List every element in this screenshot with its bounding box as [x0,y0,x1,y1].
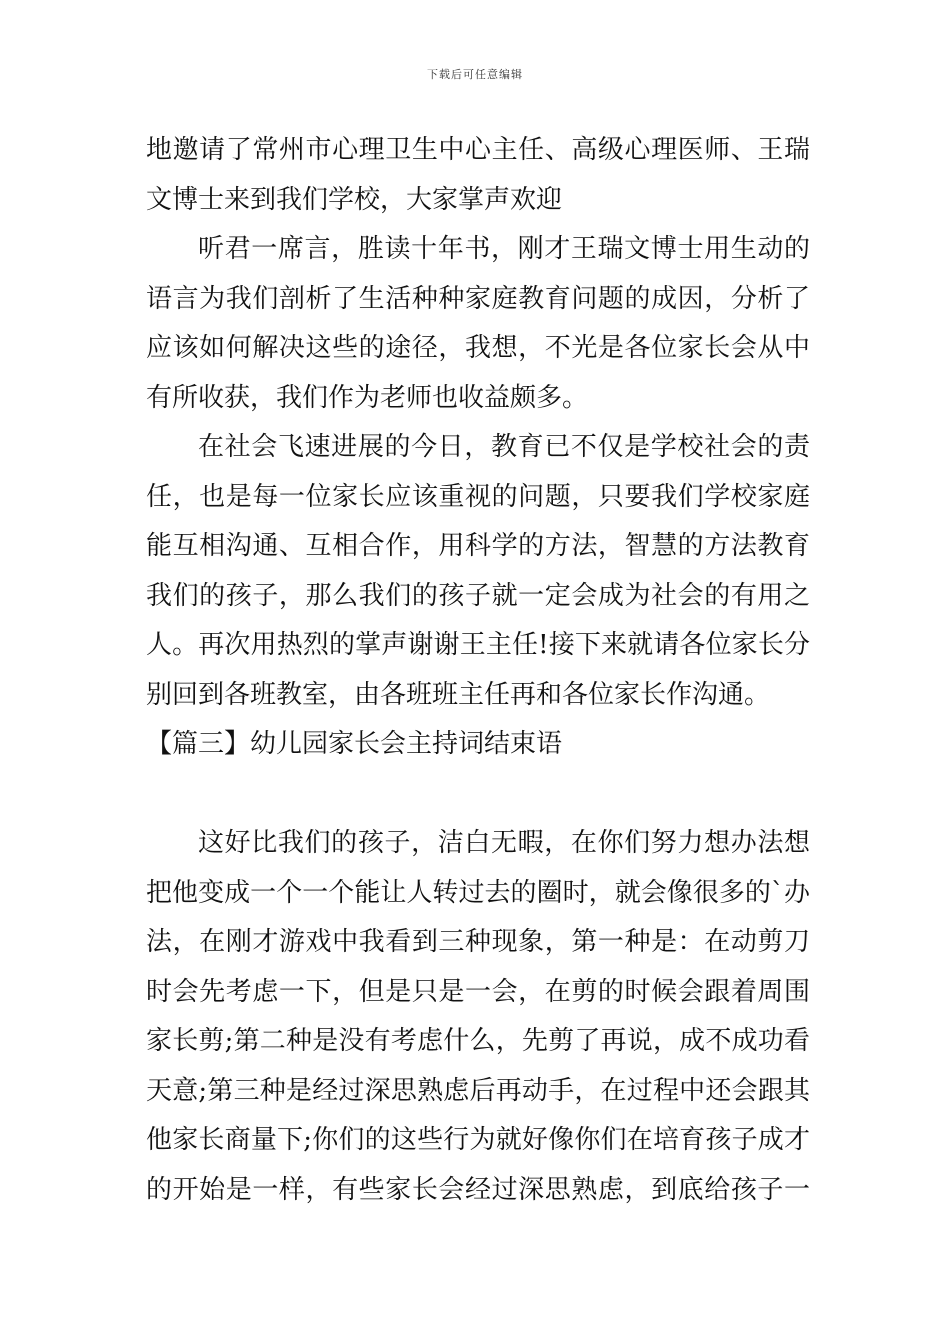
text-line: 有所收获，我们作为老师也收益颇多。 [146,382,589,413]
text-line: 的开始是一样，有些家长会经过深思熟虑，到底给孩子一 [146,1174,810,1205]
text-line: 天意;第三种是经过深思熟虑后再动手，在过程中还会跟其 [146,1075,810,1106]
text-line: 听君一席言，胜读十年书，刚才王瑞文博士用生动的 [198,234,810,264]
text-line: 家长剪;第二种是没有考虑什么，先剪了再说，成不成功看 [146,1026,810,1056]
section-heading: 【篇三】幼儿园家长会主持词结束语 [146,729,563,759]
text-line: 语言为我们剖析了生活种种家庭教育问题的成因，分析了 [146,283,810,314]
text-line: 这好比我们的孩子，洁白无暇，在你们努力想办法想 [198,828,810,858]
header-note: 下载后可任意编辑 [427,68,523,81]
text-line: 法，在刚才游戏中我看到三种现象，第一种是：在动剪刀 [146,927,810,957]
text-line: 能互相沟通、互相合作，用科学的方法，智慧的方法教育 [146,531,810,561]
text-line: 地邀请了常州市心理卫生中心主任、高级心理医师、王瑞 [146,135,810,165]
text-line: 任，也是每一位家长应该重视的问题，只要我们学校家庭 [146,481,810,512]
text-line: 应该如何解决这些的途径，我想，不光是各位家长会从中 [146,333,810,363]
text-line: 别回到各班教室，由各班班主任再和各位家长作沟通。 [146,679,771,710]
paragraph-gap [146,770,810,820]
text-line: 人。再次用热烈的掌声谢谢王主任!接下来就请各位家长分 [146,630,810,660]
text-line: 文博士来到我们学校，大家掌声欢迎 [146,184,563,215]
text-line: 在社会飞速进展的今日，教育已不仅是学校社会的责 [198,432,810,462]
text-line: 我们的孩子，那么我们的孩子就一定会成为社会的有用之 [146,580,810,611]
document-body [146,126,810,1215]
text-line: 时会先考虑一下，但是只是一会，在剪的时候会跟着周围 [146,976,810,1007]
text-line: 把他变成一个一个能让人转过去的圈时，就会像很多的`办 [146,877,810,908]
text-line: 他家长商量下;你们的这些行为就好像你们在培育孩子成才 [146,1125,810,1155]
